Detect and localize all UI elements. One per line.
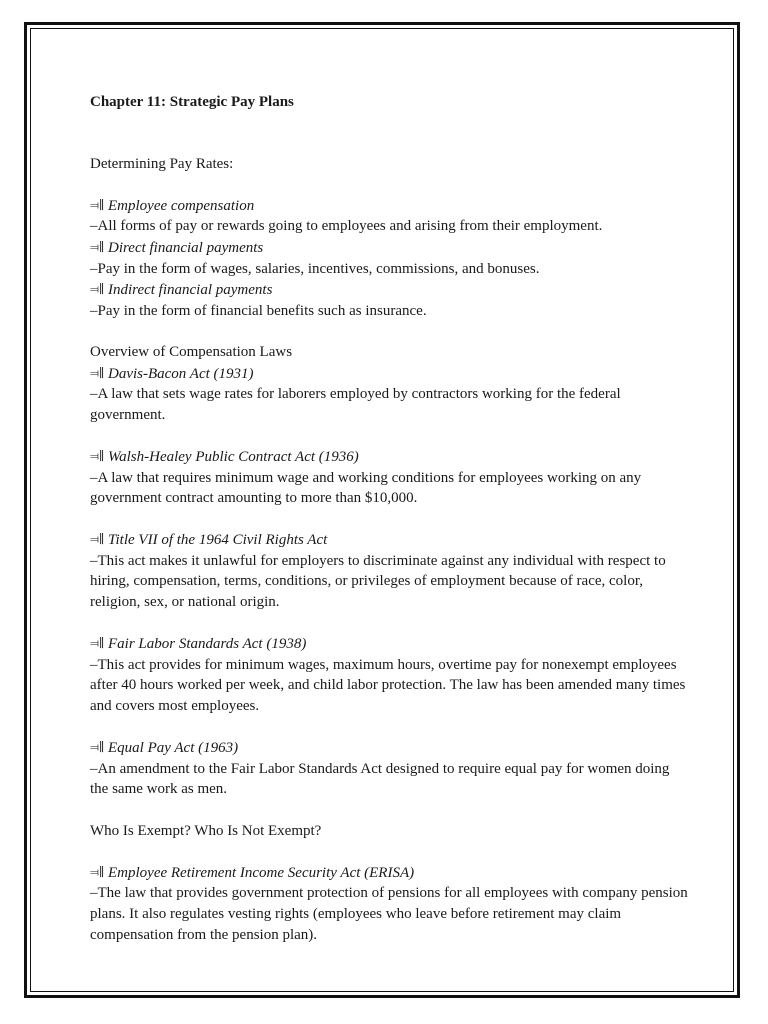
term-label: Davis-Bacon Act (1931) (108, 365, 254, 382)
bullet-icon: ⫤∥ (90, 239, 105, 254)
spacer (90, 509, 690, 530)
term-label: Employee Retirement Income Security Act (ERISA) (108, 864, 415, 881)
document-body (90, 92, 690, 945)
term-item (90, 737, 690, 800)
term-definition: –A law that sets wage rates for laborers employed by contractors working for the federal government. (90, 386, 621, 423)
term-definition: –This act provides for minimum wages, maximum hours, overtime pay for nonexempt employees after 40 hours worked per week, and child labor protection. The law has been amended many times and covers most employees. (90, 656, 686, 715)
spacer (90, 800, 690, 821)
spacer (90, 717, 690, 738)
term-item (90, 363, 690, 426)
term-definition: –An amendment to the Fair Labor Standards Act designed to require equal pay for women doing the same work as men. (90, 760, 670, 798)
term-label: Title VII of the 1964 Civil Rights Act (108, 532, 328, 549)
term-item (90, 633, 690, 716)
bullet-icon: ⫤∥ (90, 532, 105, 547)
bullet-icon: ⫤∥ (90, 864, 105, 879)
term-definition: –This act makes it unlawful for employers to discriminate against any individual with respect to hiring, compensation, terms, conditions, or privileges of employment because of race, color, religion, sex, or national origin. (90, 552, 666, 611)
term-label: Fair Labor Standards Act (1938) (108, 636, 307, 653)
term-label: Walsh-Healey Public Contract Act (1936) (108, 448, 359, 465)
bullet-icon: ⫤∥ (90, 282, 105, 297)
term-item (90, 279, 690, 321)
term-item (90, 529, 690, 612)
section-heading-pay-rates: Determining Pay Rates: (90, 155, 234, 172)
spacer (90, 113, 690, 154)
term-definition: –Pay in the form of financial benefits such as insurance. (90, 302, 427, 319)
bullet-icon: ⫤∥ (90, 636, 105, 651)
spacer (90, 425, 690, 446)
term-item (90, 446, 690, 509)
term-label: Equal Pay Act (1963) (108, 740, 239, 757)
term-item (90, 195, 690, 237)
term-definition: –The law that provides government protection of pensions for all employees with company pension plans. It also regulates vesting rights (employees who leave before retirement may claim compensation from the pension plan). (90, 885, 688, 943)
bullet-icon: ⫤∥ (90, 448, 105, 463)
term-item (90, 862, 690, 945)
spacer (90, 321, 690, 342)
bullet-icon: ⫤∥ (90, 365, 105, 380)
term-label: Employee compensation (108, 197, 255, 214)
term-item (90, 237, 690, 279)
section-heading-compensation-laws: Overview of Compensation Laws (90, 343, 293, 360)
spacer (90, 613, 690, 634)
chapter-title: Chapter 11: Strategic Pay Plans (90, 94, 294, 110)
bullet-icon: ⫤∥ (90, 740, 105, 755)
term-definition: –A law that requires minimum wage and working conditions for employees working on any government contract amounting to more than $10,000. (90, 469, 642, 507)
spacer (90, 174, 690, 195)
term-label: Direct financial payments (108, 239, 264, 256)
section-heading-exempt: Who Is Exempt? Who Is Not Exempt? (90, 822, 322, 839)
term-definition: –All forms of pay or rewards going to employees and arising from their employment. (90, 218, 603, 235)
term-definition: –Pay in the form of wages, salaries, incentives, commissions, and bonuses. (90, 260, 540, 277)
term-label: Indirect financial payments (108, 282, 273, 299)
spacer (90, 841, 690, 862)
bullet-icon: ⫤∥ (90, 197, 105, 212)
